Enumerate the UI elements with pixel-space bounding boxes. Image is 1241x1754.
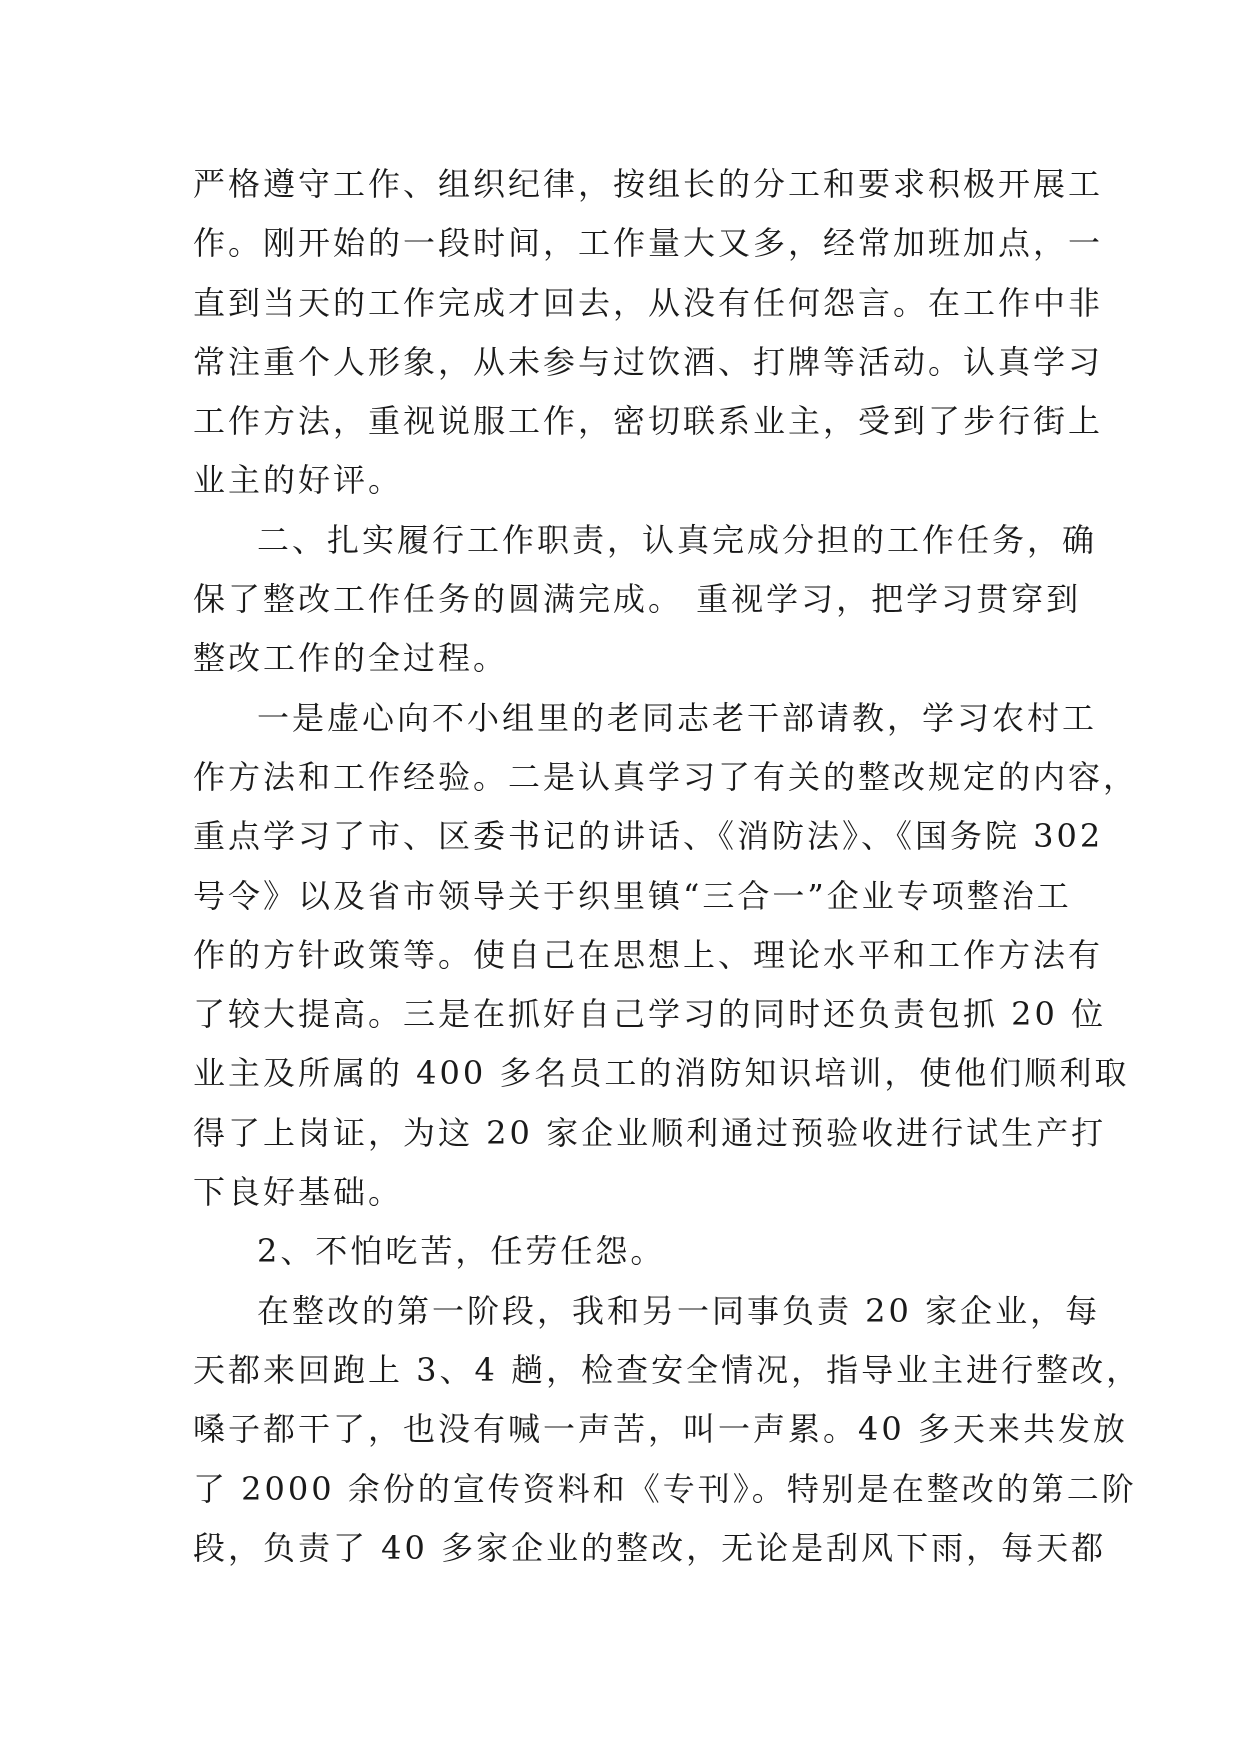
paragraph: [193, 689, 1139, 1223]
text-line: 业主的好评。: [193, 461, 404, 500]
text-line: 在整改的第一阶段，我和另一同事负责 20 家企业，每: [257, 1291, 1101, 1330]
text-line: 整改工作的全过程。: [193, 639, 509, 678]
text-line: 常注重个人形象，从未参与过饮酒、打牌等活动。认真学习: [193, 342, 1104, 381]
text-line: 2、不怕吃苦，任劳任怨。: [257, 1232, 666, 1271]
text-line: 直到当天的工作完成才回去，从没有任何怨言。在工作中非: [193, 283, 1104, 322]
text-line: 天都来回跑上 3、4 趟，检查安全情况，指导业主进行整改，: [193, 1350, 1142, 1389]
text-line: 严格遵守工作、组织纪律，按组长的分工和要求积极开展工: [193, 165, 1104, 203]
text-line: 业主及所属的 400 多名员工的消防知识培训，使他们顺利取: [193, 1054, 1130, 1093]
text-line: 工作方法，重视说服工作，密切联系业主，受到了步行街上: [193, 402, 1104, 441]
text-line: 作方法和工作经验。二是认真学习了有关的整改规定的内容，: [193, 757, 1139, 796]
text-line: 作。刚开始的一段时间，工作量大又多，经常加班加点，一: [193, 224, 1104, 263]
text-line: 得了上岗证，为这 20 家企业顺利通过预验收进行试生产打: [193, 1113, 1107, 1152]
text-line: 了 2000 余份的宣传资料和《专刊》。特别是在整改的第二阶: [193, 1469, 1137, 1508]
text-line: 嗓子都干了，也没有喊一声苦，叫一声累。40 多天来共发放: [193, 1410, 1128, 1449]
text-line: 段，负责了 40 多家企业的整改，无论是刮风下雨，每天都: [193, 1528, 1107, 1567]
text-line: 二、扎实履行工作职责，认真完成分担的工作任务，确: [257, 520, 1098, 559]
text-line: 下良好基础。: [193, 1173, 404, 1212]
text-line: 保了整改工作任务的圆满完成。 重视学习，把学习贯穿到: [193, 580, 1082, 619]
paragraph: [193, 511, 1098, 689]
text-line: 作的方针政策等。使自己在思想上、理论水平和工作方法有: [193, 935, 1104, 974]
text-line: 一是虚心向不小组里的老同志老干部请教，学习农村工: [257, 698, 1098, 737]
text-line: 重点学习了市、区委书记的讲话、《消防法》、《国务院 302: [193, 817, 1104, 856]
text-line: 了较大提高。三是在抓好自己学习的同时还负责包抓 20 位: [193, 995, 1107, 1034]
paragraph: [193, 1282, 1142, 1578]
document-body: [193, 155, 1142, 1578]
paragraph: [193, 155, 1104, 511]
text-line: 号令》以及省市领导关于织里镇“三合一”企业专项整治工: [193, 876, 1072, 915]
paragraph: [193, 1222, 1043, 1281]
